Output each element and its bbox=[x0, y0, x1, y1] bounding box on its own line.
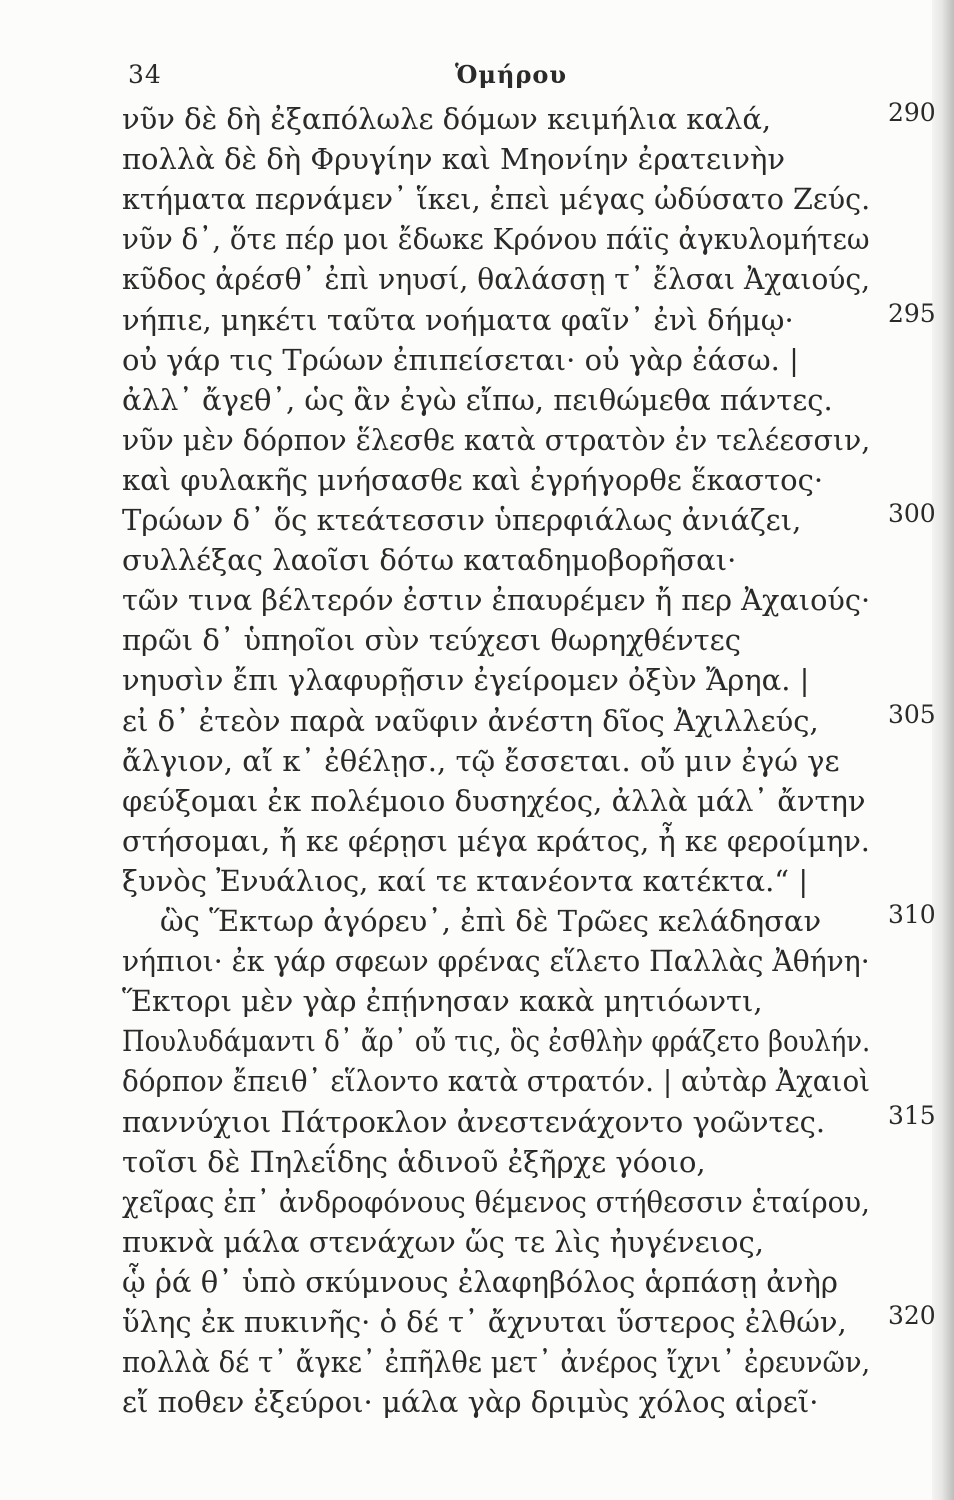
line-number: 305 bbox=[888, 700, 936, 729]
verse-line: οὐ γάρ τις Τρώων ἐπιπείσεται· οὐ γὰρ ἐάσω. | bbox=[122, 343, 799, 377]
verse-line: εἴ ποθεν ἐξεύροι· μάλα γὰρ δριμὺς χόλος αἱρεῖ· bbox=[122, 1385, 819, 1419]
line-number: 315 bbox=[888, 1101, 936, 1130]
line-number: 295 bbox=[888, 299, 936, 328]
verse-line: ἀλλ᾽ ἄγεθ᾽, ὡς ἂν ἐγὼ εἴπω, πειθώμεθα πάντες. bbox=[122, 383, 833, 417]
verse-line: εἰ δ᾽ ἐτεὸν παρὰ ναῦφιν ἀνέστη δῖος Ἀχιλλεύς, bbox=[122, 704, 819, 738]
page-number: 34 bbox=[128, 60, 162, 89]
verse-line: νηυσὶν ἔπι γλαφυρῇσιν ἐγείρομεν ὀξὺν Ἄρηα. | bbox=[122, 663, 810, 697]
verse-line: δόρπον ἔπειθ᾽ εἵλοντο κατὰ στρατόν. | αὐτὰρ Ἀχαιοὶ bbox=[122, 1064, 871, 1098]
verse-line: ξυνὸς Ἐνυάλιος, καί τε κτανέοντα κατέκτα.“ | bbox=[122, 864, 809, 898]
verse-line: χεῖρας ἐπ᾽ ἀνδροφόνους θέμενος στήθεσσιν ἑταίρου, bbox=[122, 1185, 870, 1219]
verse-line: κτήματα περνάμεν᾽ ἵκει, ἐπεὶ μέγας ὠδύσατο Ζεύς. bbox=[122, 182, 871, 216]
verse-line: στήσομαι, ἤ κε φέρῃσι μέγα κράτος, ἦ κε φεροίμην. bbox=[122, 824, 870, 858]
verse-line: νήπιοι· ἐκ γάρ σφεων φρένας εἵλετο Παλλὰς Ἀθήνη· bbox=[122, 944, 870, 978]
verse-line: τῶν τινα βέλτερόν ἐστιν ἐπαυρέμεν ἤ περ Ἀχαιούς· bbox=[122, 583, 871, 617]
verse-line: πολλὰ δέ τ᾽ ἄγκε᾽ ἐπῆλθε μετ᾽ ἀνέρος ἴχνι᾽ ἐρευνῶν, bbox=[122, 1345, 871, 1379]
verse-line: Ἕκτορι μὲν γὰρ ἐπῄνησαν κακὰ μητιόωντι, bbox=[122, 984, 763, 1018]
verse-line: τοῖσι δὲ Πηλεΐδης ἁδινοῦ ἐξῆρχε γόοιο, bbox=[122, 1145, 706, 1179]
verse-line: ᾧ ῥά θ᾽ ὑπὸ σκύμνους ἐλαφηβόλος ἁρπάσῃ ἀνὴρ bbox=[122, 1265, 838, 1299]
verse-line: νήπιε, μηκέτι ταῦτα νοήματα φαῖν᾽ ἐνὶ δήμῳ· bbox=[122, 303, 794, 337]
verse-line: πολλὰ δὲ δὴ Φρυγίην καὶ Μηονίην ἐρατεινὴν bbox=[122, 142, 786, 176]
verse-line: Τρώων δ᾽ ὅς κτεάτεσσιν ὑπερφιάλως ἀνιάζει, bbox=[122, 503, 802, 537]
line-number: 290 bbox=[888, 98, 936, 127]
line-number: 310 bbox=[888, 900, 936, 929]
line-number: 300 bbox=[888, 499, 936, 528]
verse-line: φεύξομαι ἐκ πολέμοιο δυσηχέος, ἀλλὰ μάλ᾽ ἄντην bbox=[122, 784, 866, 818]
verse-line: πυκνὰ μάλα στενάχων ὥς τε λὶς ἠυγένειος, bbox=[122, 1225, 764, 1259]
verse-line: νῦν δ᾽, ὅτε πέρ μοι ἔδωκε Κρόνου πάϊς ἀγκυλομήτεω bbox=[122, 222, 870, 256]
verse-line: καὶ φυλακῆς μνήσασθε καὶ ἐγρήγορθε ἕκαστος· bbox=[122, 463, 824, 497]
verse-line: πρῶι δ᾽ ὑπηοῖοι σὺν τεύχεσι θωρηχθέντες bbox=[122, 623, 741, 657]
verse-line: κῦδος ἀρέσθ᾽ ἐπὶ νηυσί, θαλάσσῃ τ᾽ ἔλσαι Ἀχαιούς, bbox=[122, 262, 871, 296]
verse-line: ἄλγιον, αἴ κ᾽ ἐθέλῃσ., τῷ ἔσσεται. οὔ μιν ἐγώ γε bbox=[122, 744, 840, 778]
line-number: 320 bbox=[888, 1301, 936, 1330]
verse-line: συλλέξας λαοῖσι δότω καταδημοβορῆσαι· bbox=[122, 543, 737, 577]
verse-line: Πουλυδάμαντι δ᾽ ἄρ᾽ οὔ τις, ὃς ἐσθλὴν φράζετο βουλήν. bbox=[122, 1024, 871, 1058]
verse-line: νῦν μὲν δόρπον ἕλεσθε κατὰ στρατὸν ἐν τελέεσσιν, bbox=[122, 423, 871, 457]
page-edge-shadow bbox=[932, 0, 954, 1500]
running-head: Ὁμήρου bbox=[455, 60, 568, 89]
verse-line: νῦν δὲ δὴ ἐξαπόλωλε δόμων κειμήλια καλά, bbox=[122, 102, 772, 136]
verse-line: ὣς Ἕκτωρ ἀγόρευ᾽, ἐπὶ δὲ Τρῶες κελάδησαν bbox=[160, 904, 822, 938]
verse-line: ὕλης ἐκ πυκινῆς· ὁ δέ τ᾽ ἄχνυται ὕστερος ἐλθών, bbox=[122, 1305, 847, 1339]
verse-line: παννύχιοι Πάτροκλον ἀνεστενάχοντο γοῶντες. bbox=[122, 1105, 826, 1139]
